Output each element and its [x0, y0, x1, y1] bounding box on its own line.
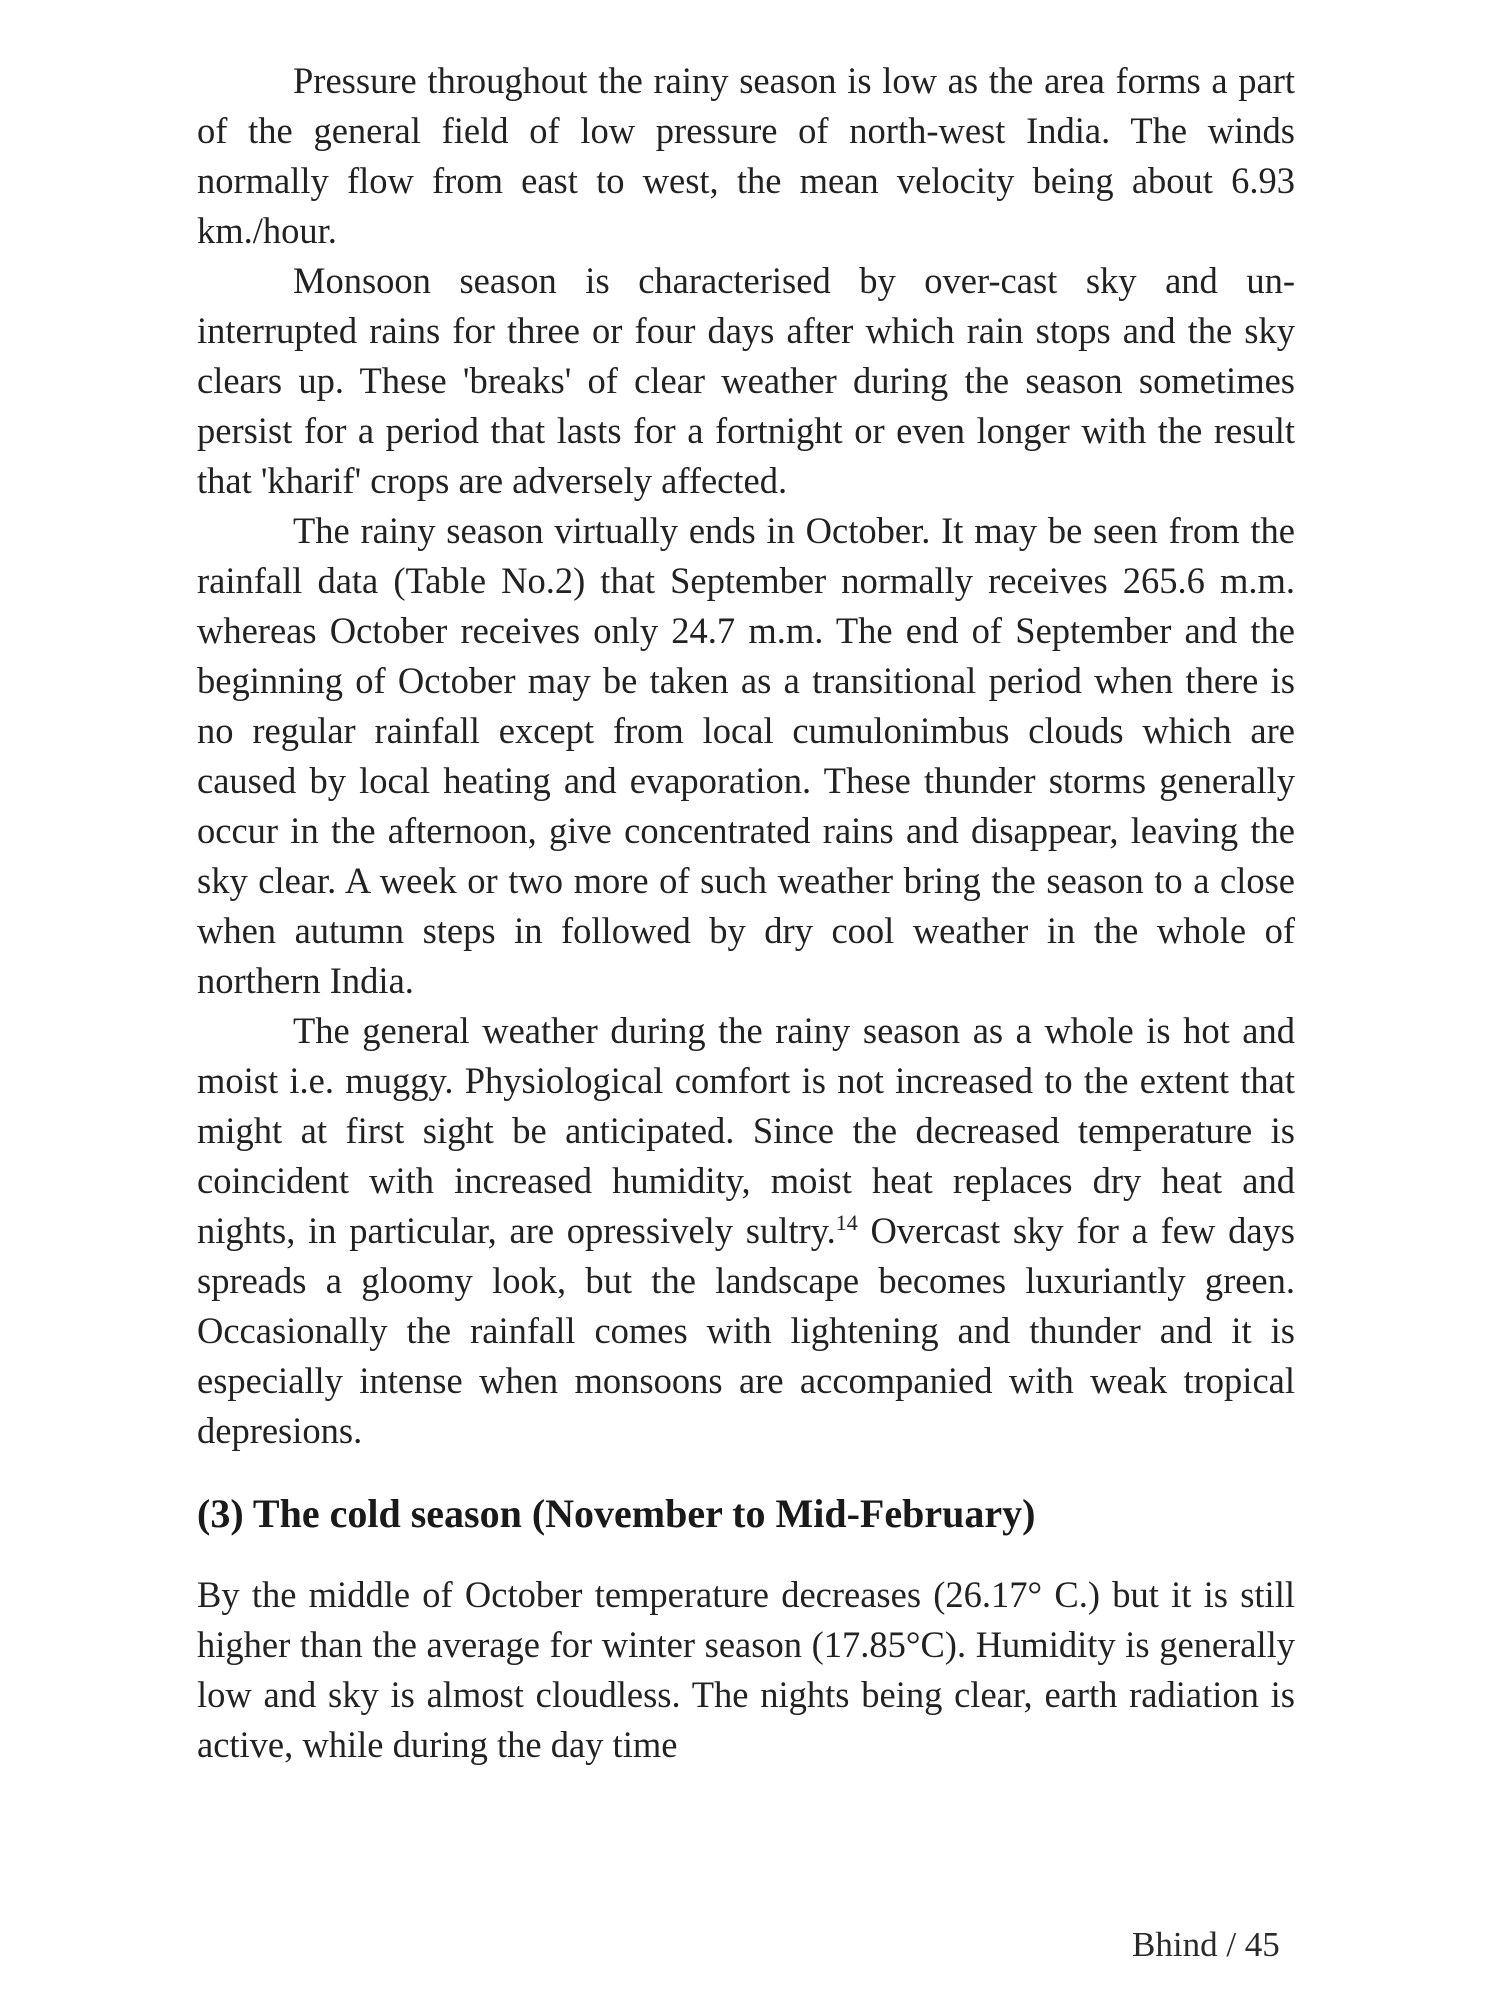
paragraph-general-weather-text-a: The general weather during the rainy season as a whole is hot and moist i.e. muggy. Physiological comfort is not increased to the extent that might at first sight be anticipated. Since the decreased temperature is coincident with increased humidity, moist heat replaces dry heat and nights, in particular, are opressively sultry.: [197, 1010, 1295, 1251]
paragraph-monsoon: Monsoon season is characterised by over-cast sky and un-interrupted rains for three or four days after which rain stops and the sky clears up. These 'breaks' of clear weather during the season sometimes persist for a period that lasts for a fortnight or even longer with the result that 'kharif' crops are adversely affected.: [197, 260, 1295, 501]
paragraph-cold-season: By the middle of October temperature decreases (26.17° C.) but it is still higher than the average for winter season (17.85°C). Humidity is generally low and sky is almost cloudless. The nights being clear, earth radiation is active, while during the day time: [197, 1574, 1295, 1765]
section-heading-cold-season: (3) The cold season (November to Mid-February): [197, 1491, 1036, 1536]
page-footer: Bhind / 45: [1132, 1925, 1280, 1964]
paragraph-general-weather: [197, 1006, 1295, 1456]
paragraph-rainy-season-end: The rainy season virtually ends in October. It may be seen from the rainfall data (Table No.2) that September normally receives 265.6 m.m. whereas October receives only 24.7 m.m. The end of September and the beginning of October may be taken as a transitional period when there is no regular rainfall except from local cumulonimbus clouds which are caused by local heating and evaporation. These thunder storms generally occur in the afternoon, give concentrated rains and disappear, leaving the sky clear. A week or two more of such weather bring the season to a close when autumn steps in followed by dry cool weather in the whole of northern India.: [197, 510, 1295, 1001]
paragraph-general-weather-text-b: Overcast sky for a few days spreads a gloomy look, but the landscape becomes luxuriantly green. Occasionally the rainfall comes with lightening and thunder and it is especially intense when monsoons are accompanied with weak tropical depresions.: [197, 1210, 1295, 1451]
paragraph-pressure: Pressure throughout the rainy season is low as the area forms a part of the general field of low pressure of north-west India. The winds normally flow from east to west, the mean velocity being about 6.93 km./hour.: [197, 60, 1295, 251]
page-body: [197, 56, 1295, 1770]
footnote-marker: 14: [835, 1209, 858, 1235]
